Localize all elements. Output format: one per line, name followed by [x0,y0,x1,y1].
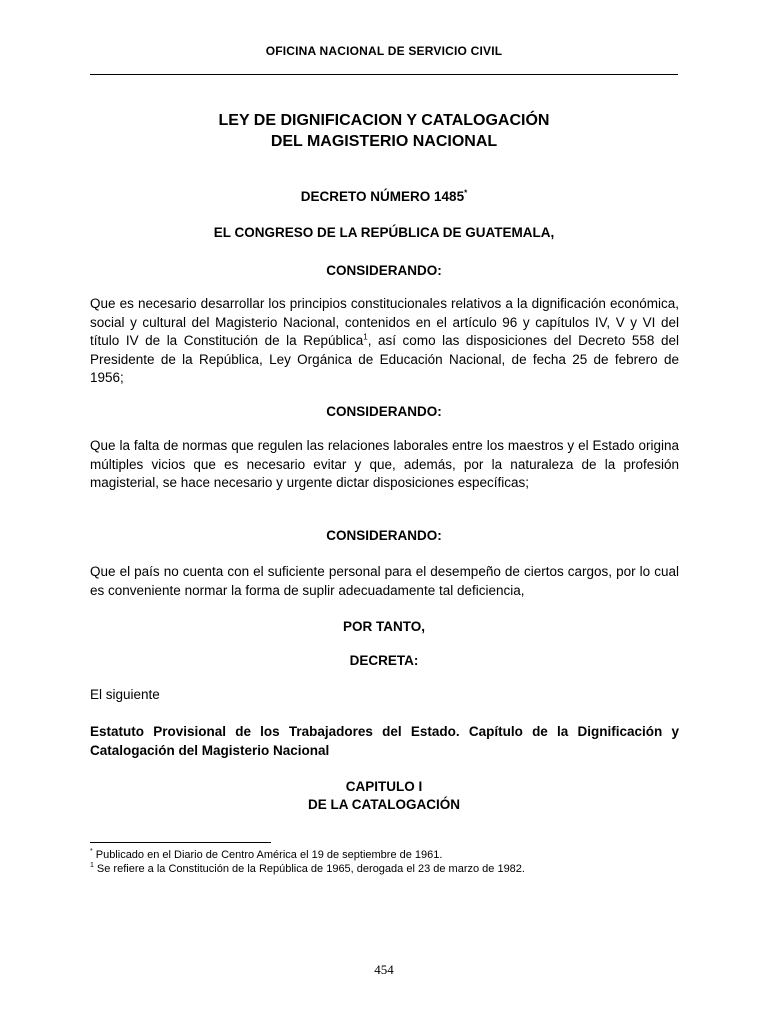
capitulo-line-2: DE LA CATALOGACIÓN [308,797,460,812]
el-siguiente-text: El siguiente [90,687,160,702]
considerando-paragraph-3: Que el país no cuenta con el suficiente personal para el desempeño de ciertos cargos, por lo cual es conveniente normar la forma de suplir adecuadamente tal deficiencia, [90,564,679,598]
page-number: 454 [374,962,394,977]
por-tanto-heading: POR TANTO, [342,619,425,634]
header-divider [90,74,678,75]
decree-text: DECRETO NÚMERO 1485 [300,189,465,204]
footnote-mark: * [90,848,93,856]
considerando-paragraph-1 [90,295,679,388]
considerando-1-text-a: Que es necesario desarrollar los principios constitucionales relativos a la dignificación económica, social y cultural del Magisterio Nacional, contenidos en el artículo 96 y capítulos IV, V y VI del título IV de la Constitución de la República [90,296,679,348]
footnote-mark: 1 [90,862,94,870]
footnote-text: Se refiere a la Constitución de la República de 1965, derogada el 23 de marzo de 1982. [96,863,525,875]
decree-number [90,188,678,206]
decree-footnote-mark: * [464,188,468,198]
estatuto-title: Estatuto Provisional de los Trabajadores del Estado. Capítulo de la Dignificación y Catalogación del Magisterio Nacional [90,724,679,758]
decreta-heading: DECRETA: [349,653,419,668]
considerando-heading-2: CONSIDERANDO: [326,404,442,419]
considerando-heading-1: CONSIDERANDO: [326,263,442,278]
header-organization: OFICINA NACIONAL DE SERVICIO CIVIL [265,44,503,58]
considerando-paragraph-2: Que la falta de normas que regulen las relaciones laborales entre los maestros y el Estado origina múltiples vicios que es necesario evitar y que, además, por la naturaleza de la profesión magisterial, se hace necesario y urgente dictar disposiciones específicas; [90,438,679,490]
footnote-item [90,862,690,876]
capitulo-heading [90,778,678,814]
footnote-item [90,848,690,862]
footnote-text: Publicado en el Diario de Centro América el 19 de septiembre de 1961. [95,849,443,861]
capitulo-line-1: CAPITULO I [345,779,423,794]
footnote-divider [90,842,271,843]
constitution-footnote-mark: 1 [363,332,368,342]
document-title [90,110,678,152]
considerando-heading-3: CONSIDERANDO: [326,528,442,543]
considerando-1-text-b: , así como las disposiciones del Decreto 558 del Presidente de la República, Ley Orgánica de Educación Nacional, de fecha 25 de febrero de 1956; [90,333,680,385]
title-line-2: DEL MAGISTERIO NACIONAL [270,133,498,150]
footnotes [90,848,690,876]
title-line-1: LEY DE DIGNIFICACION Y CATALOGACIÓN [218,112,550,129]
congress-heading: EL CONGRESO DE LA REPÚBLICA DE GUATEMALA, [213,225,555,240]
